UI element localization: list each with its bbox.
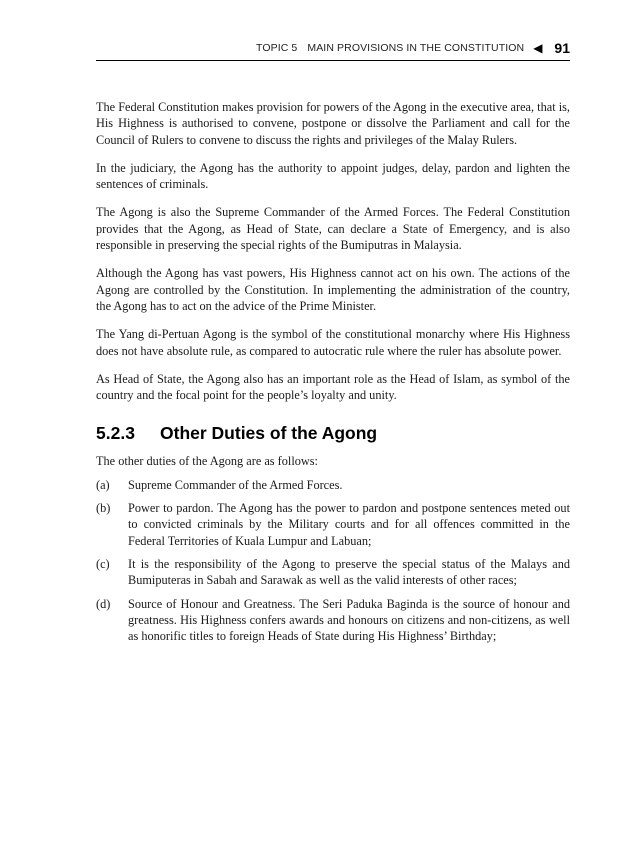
list-item	[96, 556, 570, 589]
section-title: Other Duties of the Agong	[160, 423, 378, 444]
paragraph: In the judiciary, the Agong has the authority to appoint judges, delay, pardon and lighten the sentences of criminals.	[96, 160, 570, 192]
list-item-text: Power to pardon. The Agong has the power to pardon and postpone sentences meted out to convicted criminals by the Military courts and for all offences committed in the Federal Territories of Kuala Lumpur and Labuan;	[128, 501, 570, 548]
paragraph: Although the Agong has vast powers, His Highness cannot act on his own. The actions of the Agong are controlled by the Constitution. In implementing the administration of the country, the Agong has to act on the advice of the Prime Minister.	[96, 266, 570, 313]
list-item	[96, 500, 570, 549]
section-number: 5.2.3	[96, 423, 135, 444]
body-content	[96, 99, 570, 651]
paragraph: The Yang di-Pertuan Agong is the symbol of the constitutional monarchy where His Highness does not have absolute rule, as compared to autocratic rule where the ruler has absolute power.	[96, 327, 570, 358]
paragraph: As Head of State, the Agong also has an important role as the Head of Islam, as symbol of the country and the focal point for the people’s loyalty and unity.	[96, 371, 570, 403]
section-heading	[96, 422, 570, 444]
header-topic: TOPIC 5	[256, 42, 298, 54]
list-marker: (b)	[96, 501, 111, 516]
header-divider	[96, 60, 570, 61]
running-header	[96, 38, 570, 58]
list-item	[96, 596, 570, 645]
page-number: 91	[554, 40, 570, 56]
list-marker: (d)	[96, 596, 111, 611]
list-item	[96, 477, 570, 493]
paragraph: The Federal Constitution makes provision for powers of the Agong in the executive area, that is, His Highness is authorised to convene, postpone or dissolve the Parliament and call for the Council of Rulers to convene to discuss the rights and privileges of the Malay Rulers.	[96, 100, 570, 147]
list-marker: (c)	[96, 556, 110, 571]
list-item-text: It is the responsibility of the Agong to preserve the special status of the Malays and Bumiputeras in Sabah and Sarawak as well as the valid interests of other races;	[128, 556, 570, 588]
list-item-text: Source of Honour and Greatness. The Seri Paduka Baginda is the source of honour and greatness. His Highness confers awards and honours on citizens and non-citizens, as well as honorific titles to foreign Heads of State during His Highness’ Birthday;	[128, 596, 570, 644]
list-item-text: Supreme Commander of the Armed Forces.	[128, 477, 343, 492]
header-title: MAIN PROVISIONS IN THE CONSTITUTION	[307, 42, 525, 54]
section-intro: The other duties of the Agong are as follows:	[96, 454, 318, 469]
paragraph: The Agong is also the Supreme Commander of the Armed Forces. The Federal Constitution provides that the Agong, as Head of State, can declare a State of Emergency, and is also responsible in preserving the special rights of the Bumiputras in Malaysia.	[96, 205, 570, 253]
left-triangle-icon: ◀	[533, 41, 543, 55]
list-marker: (a)	[96, 477, 110, 492]
